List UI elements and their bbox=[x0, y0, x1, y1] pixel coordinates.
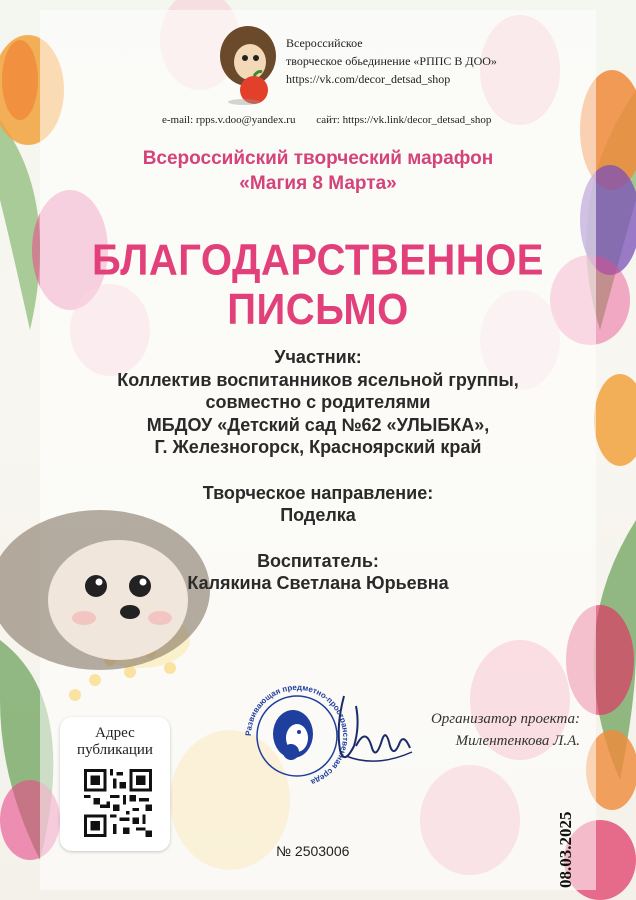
seal-text: Развивающая предметно-пространственная среда bbox=[243, 682, 351, 787]
issue-date: 08.03.2025 bbox=[556, 811, 575, 888]
contact-site[interactable]: сайт: https://vk.link/decor_detsad_shop bbox=[316, 114, 492, 126]
organization-info bbox=[286, 34, 536, 88]
org-vk-link[interactable]: https://vk.com/decor_detsad_shop bbox=[286, 72, 451, 86]
marathon-heading bbox=[0, 146, 636, 196]
qr-label-line2: публикации bbox=[77, 742, 153, 758]
qr-publication-card[interactable] bbox=[60, 717, 170, 851]
hedgehog-logo bbox=[214, 22, 280, 106]
marathon-line2: «Магия 8 Марта» bbox=[239, 173, 397, 194]
qr-label-line1: Адрес bbox=[95, 725, 135, 741]
document-number: № 2503006 bbox=[276, 843, 350, 859]
certificate-body bbox=[60, 346, 576, 595]
participant-line3: МБДОУ «Детский сад №62 «УЛЫБКА», bbox=[146, 414, 490, 435]
teacher-label: Воспитатель: bbox=[257, 550, 379, 571]
organizer-block bbox=[400, 708, 580, 752]
contacts-line bbox=[162, 114, 522, 126]
participant-line2: совместно с родителями bbox=[205, 392, 431, 412]
contact-email[interactable]: e-mail: rpps.v.doo@yandex.ru bbox=[162, 114, 296, 126]
participant-label: Участник: bbox=[274, 347, 362, 367]
direction-value: Поделка bbox=[280, 505, 356, 525]
participant-line1: Коллектив воспитанников ясельной группы, bbox=[117, 369, 519, 390]
qr-code-icon[interactable] bbox=[84, 769, 152, 837]
document-title: БЛАГОДАРСТВЕННОЕ ПИСЬМО bbox=[92, 236, 544, 334]
direction-label: Творческое направление: bbox=[202, 482, 434, 503]
marathon-line1: Всероссийский творческий марафон bbox=[142, 148, 494, 169]
org-name-line2: творческое обьединение «РППС В ДОО» bbox=[286, 54, 497, 68]
organizer-label: Организатор проекта: bbox=[430, 711, 580, 727]
participant-line4: Г. Железногорск, Красноярский край bbox=[154, 437, 482, 457]
teacher-name: Калякина Светлана Юрьевна bbox=[187, 573, 449, 593]
org-name-line1: Всероссийское bbox=[286, 36, 363, 50]
organizer-name: Милентенкова Л.А. bbox=[455, 733, 580, 749]
qr-label bbox=[60, 725, 170, 759]
